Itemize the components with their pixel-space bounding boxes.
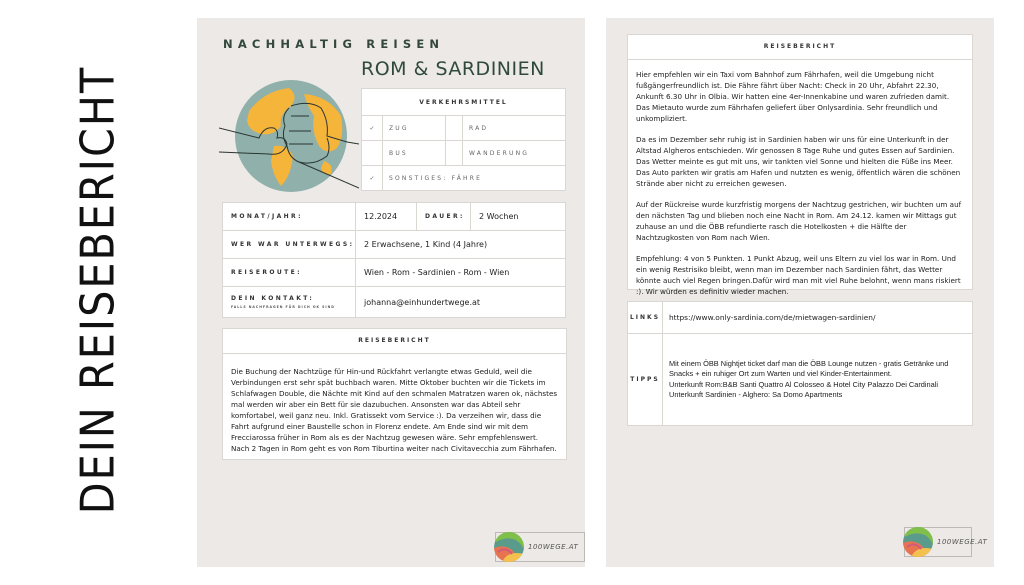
logo-badge: [904, 527, 988, 557]
kontakt-label: DEIN KONTAKT:: [231, 295, 315, 302]
reisebericht-paragraph: Hier empfehlen wir ein Taxi vom Bahnhof zum Fährhafen, weil die Umgebung nicht fußgängerfreundlich ist. Die Fähre fährt über Nacht: Check in 20 Uhr, Abfahrt 22.30, Ankunft 6.30 Uhr in Olbia. Wir hatten eine 4er-Innenkabine und waren zufrieden damit. Das Mietauto wurde zum Fährhafen geliefert über Onlysardinia. Sehr freundlich und unkompliziert.: [636, 70, 950, 123]
right-page: [606, 18, 994, 567]
option-bus: BUS: [383, 141, 446, 166]
reisebericht-body: [628, 60, 972, 315]
brand-heading: NACHHALTIG REISEN: [223, 37, 445, 51]
verkehrsmittel-header: VERKEHRSMITTEL: [362, 89, 566, 116]
trip-info-table: [222, 202, 566, 318]
reisebericht-paragraph: Empfehlung: 4 von 5 Punkten. 1 Punkt Abzug, weil uns Eltern zu viel los war in Rom. Und ein wenig Restrisiko bleibt, wenn man im Dezember nach Sardinien fährt, das Wetter könnte auch viel Regen bringen.Dafür wird man mit viel Ruhe belohnt, wenn mans riskiert :). Wir würden es definitiv wieder machen.: [636, 254, 961, 296]
verkehrsmittel-table: [361, 88, 566, 191]
left-page: [197, 18, 585, 567]
option-wanderung: WANDERUNG: [463, 141, 566, 166]
kontakt-sublabel: FALLS NACHFRAGEN FÜR DICH OK SIND: [231, 305, 335, 309]
monat-label: MONAT/JAHR:: [223, 203, 356, 231]
monat-value: 12.2024: [356, 203, 417, 231]
route-label: REISEROUTE:: [223, 259, 356, 287]
check-icon: ✓: [369, 174, 375, 182]
reisebericht-header: REISEBERICHT: [223, 329, 566, 354]
checkbox-rad[interactable]: [446, 116, 463, 141]
links-tipps-table: [627, 301, 973, 426]
checkbox-sonstiges[interactable]: [362, 166, 383, 191]
reisebericht-header: REISEBERICHT: [628, 35, 972, 60]
checkbox-wanderung[interactable]: [446, 141, 463, 166]
tipps-label: TIPPS: [628, 334, 663, 426]
side-title-text: DEIN REISEBERICHT: [70, 65, 125, 515]
tipps-line: Unterkunft Sardinien - Alghero: Sa Domo Apartments: [669, 390, 843, 399]
dauer-value: 2 Wochen: [471, 203, 566, 231]
logo-icon: [903, 527, 933, 557]
dauer-label: DAUER:: [417, 203, 471, 231]
check-icon: ✓: [369, 124, 375, 132]
logo-text: 100WEGE.AT: [937, 538, 988, 546]
option-sonstiges: SONSTIGES: FÄHRE: [383, 166, 566, 191]
reisebericht-text: Die Buchung der Nachtzüge für Hin-und Rückfahrt verlangte etwas Geduld, weil die Verbindungen erst sehr spät buchbach waren. Mitte Oktober buchten wir die Tickets im Schlafwagen Double, die Nächte mit Kind auf den schmalen Matratzen waren ok, nächstes mal werden wir aber ein Bett für sie dazubuchen. Ansonsten war das Abteil sehr komfortabel, weil ganz neu. Inkl. Gratissekt vom Service :). Da verzeihen wir, dass die Fahrt aufgrund einer Baustelle schon in Florenz endete. Am Ende sind wir mit dem Frecciarossa früher in Rom als es der Nachtzug gewesen wäre. Sehr empfehlenswert. Nach 2 Tagen in Rom geht es von Rom Tiburtina weiter nach Civitavecchia zum Fährhafen.: [231, 367, 558, 453]
logo-badge: [495, 532, 585, 562]
globe-fist-bump-illustration: [219, 76, 359, 196]
wer-value: 2 Erwachsene, 1 Kind (4 Jahre): [356, 231, 566, 259]
side-title: [52, 65, 142, 515]
route-value: Wien - Rom - Sardinien - Rom - Wien: [356, 259, 566, 287]
trip-title: ROM & SARDINIEN: [361, 58, 545, 80]
tipps-line: Mit einem ÖBB Nightjet ticket darf man die ÖBB Lounge nutzen - gratis Getränke und Snacks + ein ruhiger Ort zum Warten und viel Kinder-Entertainment.: [669, 358, 949, 378]
tipps-line: Unterkunft Rom:B&B Santi Quattro Al Colosseo & Hotel City Palazzo Dei Cardinali: [669, 379, 939, 389]
kontakt-value: johanna@einhundertwege.at: [356, 287, 566, 318]
links-value[interactable]: https://www.only-sardinia.com/de/mietwagen-sardinien/: [663, 302, 973, 334]
kontakt-label-cell: [223, 287, 356, 318]
checkbox-zug[interactable]: [362, 116, 383, 141]
option-zug: ZUG: [383, 116, 446, 141]
reisebericht-card-right: [627, 34, 973, 296]
reisebericht-paragraph: Auf der Rückreise wurde kurzfristig morgens der Nachtzug gestrichen, wir buchten um auf den nächsten Tag und blieben noch eine Nacht in Rom. Am 24.12. kamen wir Mittags gut zuhause an und die ÖBB refundierte rasch die Hotelkosten + die Hälfte der Nachtzugkosten von Rom nach Wien.: [636, 200, 962, 242]
links-label: LINKS: [628, 302, 663, 334]
logo-text: 100WEGE.AT: [528, 543, 579, 551]
checkbox-bus[interactable]: [362, 141, 383, 166]
logo-icon: [494, 532, 524, 562]
reisebericht-paragraph: Da es im Dezember sehr ruhig ist in Sardinien haben wir uns für eine Unterkunft in der Altstad Algheros entschieden. Wir genossen 8 Tage Ruhe und gutes Essen auf Sardinien. Das Wetter meinte es gut mit uns, wir tankten viel Sonne und hielten die Füße ins Meer. Das Auto parkten wir gratis am Hafen und nutzten es wenig, öffentlich wären die schönen Strände aber nicht zu erreichen gewesen.: [636, 135, 961, 188]
option-rad: RAD: [463, 116, 566, 141]
tipps-value: [663, 334, 973, 426]
wer-label: WER WAR UNTERWEGS:: [223, 231, 356, 259]
reisebericht-card-left: [222, 328, 567, 460]
